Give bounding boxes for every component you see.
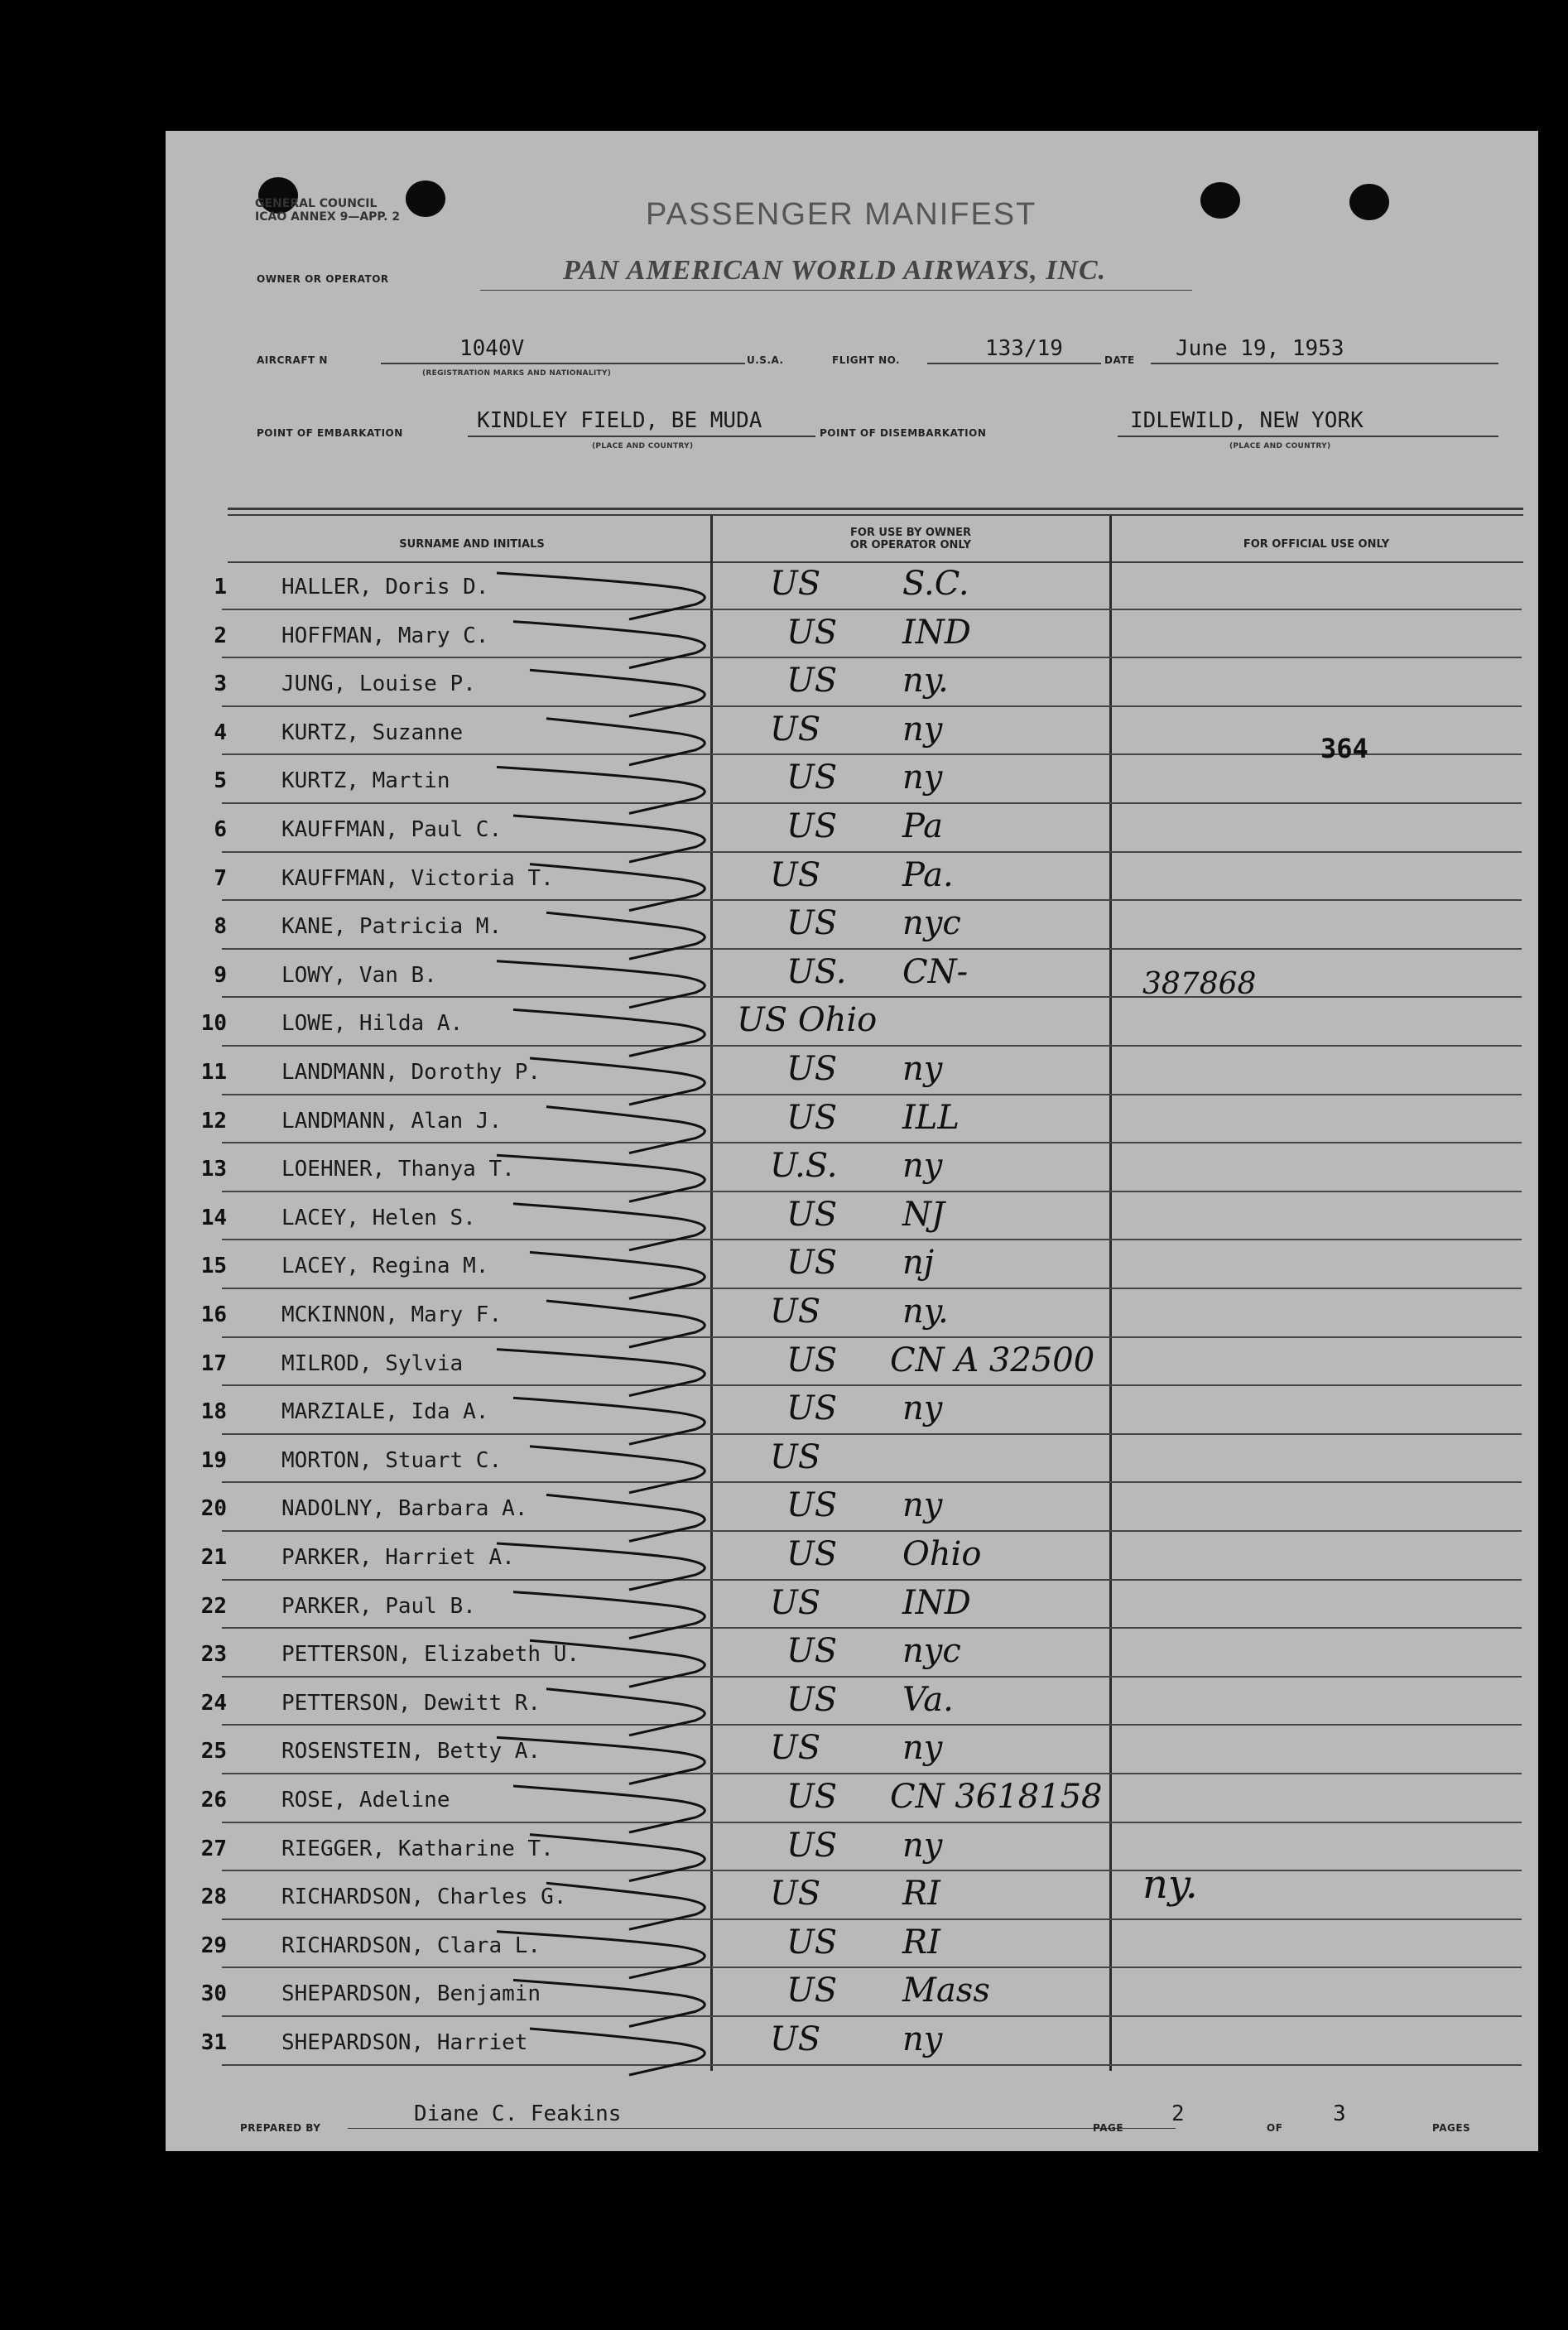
official-note-row9: 387868 — [1142, 967, 1257, 1001]
operator-name: PAN AMERICAN WORLD AIRWAYS, INC. — [563, 255, 1107, 286]
row-number: 24 — [200, 1690, 227, 1716]
passenger-name: PARKER, Harriet A. — [281, 1545, 515, 1570]
check-mark-stroke — [513, 1592, 705, 1639]
official-note-row28: ny. — [1142, 1861, 1198, 1908]
flight-date: June 19, 1953 — [1176, 336, 1344, 361]
handwritten-state: ny — [902, 1147, 943, 1186]
row-number: 16 — [200, 1302, 227, 1327]
handwriting-layer — [166, 131, 1538, 2151]
owner-label: OWNER OR OPERATOR — [257, 273, 389, 285]
row-number: 5 — [214, 768, 227, 794]
passenger-name: KURTZ, Martin — [281, 768, 450, 794]
embarkation-note: (PLACE AND COUNTRY) — [592, 442, 694, 450]
disembarkation-note: (PLACE AND COUNTRY) — [1229, 442, 1331, 450]
row-number: 19 — [200, 1447, 227, 1473]
handwritten-state: Pa — [902, 807, 943, 845]
handwritten-nationality: US — [786, 1923, 838, 1962]
form-code-line: ICAO ANNEX 9—APP. 2 — [255, 210, 401, 224]
check-mark-stroke — [497, 1350, 705, 1396]
handwritten-state: RI — [902, 1923, 940, 1962]
handwritten-nationality: US — [786, 1826, 838, 1865]
handwritten-nationality: US — [786, 1680, 838, 1719]
handwritten-nationality: U.S. — [770, 1147, 838, 1186]
aircraft-number: 1040V — [459, 336, 525, 361]
row-number: 4 — [214, 720, 227, 745]
form-code-line: GENERAL COUNCIL — [255, 197, 378, 210]
passenger-name: KAUFFMAN, Paul C. — [281, 817, 503, 842]
handwritten-nationality: US — [770, 710, 821, 749]
handwritten-nationality: US — [770, 1437, 821, 1476]
handwritten-nationality: US — [770, 1583, 821, 1622]
row-number: 2 — [214, 623, 227, 648]
handwritten-state: Pa. — [902, 855, 954, 894]
row-number: 8 — [214, 914, 227, 940]
passenger-name: SHEPARDSON, Harriet — [281, 2030, 528, 2055]
handwritten-state: ny — [902, 1486, 943, 1525]
passenger-name: KURTZ, Suzanne — [281, 720, 464, 745]
handwritten-nationality: US — [786, 1632, 838, 1671]
check-mark-stroke — [497, 1543, 705, 1590]
check-mark-stroke — [497, 1155, 705, 1201]
column-header-owner-line: OR OPERATOR ONLY — [849, 539, 972, 551]
row-number: 10 — [200, 1011, 227, 1037]
check-mark-stroke — [530, 1058, 705, 1105]
handwritten-nationality: US Ohio — [737, 1001, 878, 1040]
handwritten-state: CN 3618158 — [890, 1778, 1103, 1816]
passenger-name: LANDMANN, Alan J. — [281, 1108, 503, 1134]
row-number: 18 — [200, 1399, 227, 1425]
row-number: 17 — [200, 1350, 227, 1376]
check-mark-stroke — [497, 767, 705, 813]
check-mark-stroke — [513, 1398, 705, 1444]
column-header-owner-line: FOR USE BY OWNER — [849, 527, 972, 539]
page-total: 3 — [1333, 2101, 1346, 2126]
row-number: 6 — [214, 817, 227, 842]
passenger-name: LOWY, Van B. — [281, 962, 437, 988]
row-number: 15 — [200, 1254, 227, 1279]
handwritten-state: ny — [902, 1050, 943, 1088]
handwritten-nationality: US — [786, 1195, 838, 1234]
check-mark-stroke — [530, 1835, 705, 1881]
passenger-name: SHEPARDSON, Benjamin — [281, 1981, 541, 2007]
check-mark-stroke — [546, 719, 705, 765]
handwritten-nationality: US — [770, 565, 821, 603]
row-number: 30 — [200, 1981, 227, 2007]
disembarkation-place: IDLEWILD, NEW YORK — [1130, 408, 1364, 433]
handwritten-state: ILL — [902, 1098, 960, 1137]
handwritten-nationality: US — [786, 1486, 838, 1525]
passenger-name: ROSENSTEIN, Betty A. — [281, 1739, 541, 1764]
handwritten-nationality: US — [770, 855, 821, 894]
row-number: 7 — [214, 865, 227, 891]
handwritten-nationality: US — [786, 1535, 838, 1573]
handwritten-state: Mass — [902, 1971, 990, 2010]
check-mark-stroke — [530, 1252, 705, 1298]
registration-note: (REGISTRATION MARKS AND NATIONALITY) — [422, 369, 612, 378]
row-number: 25 — [200, 1739, 227, 1764]
handwritten-nationality: US. — [786, 952, 847, 991]
check-mark-stroke — [497, 1737, 705, 1784]
passenger-name: RICHARDSON, Charles G. — [281, 1885, 567, 1910]
handwritten-nationality: US — [786, 1098, 838, 1137]
check-mark-stroke — [513, 1786, 705, 1832]
row-number: 12 — [200, 1108, 227, 1134]
pages-label: PAGES — [1432, 2122, 1471, 2134]
passenger-name: JUNG, Louise P. — [281, 672, 476, 697]
check-mark-stroke — [546, 1883, 705, 1929]
handwritten-state: Va. — [902, 1680, 954, 1719]
handwritten-state: ny — [902, 1729, 943, 1768]
row-number: 14 — [200, 1205, 227, 1230]
prepared-by-name: Diane C. Feakins — [414, 2101, 622, 2126]
handwritten-state: ny — [902, 710, 943, 749]
check-mark-stroke — [513, 622, 705, 668]
handwritten-state: Ohio — [902, 1535, 982, 1573]
check-mark-stroke — [513, 1204, 705, 1250]
handwritten-state: NJ — [902, 1195, 945, 1234]
check-mark-stroke — [530, 670, 705, 716]
handwritten-state: IND — [902, 613, 971, 652]
row-number: 26 — [200, 1788, 227, 1812]
check-mark-stroke — [530, 1447, 705, 1493]
handwritten-nationality: US — [786, 1050, 838, 1088]
flight-label: FLIGHT NO. — [832, 354, 901, 366]
check-mark-stroke — [513, 816, 705, 862]
row-number: 23 — [200, 1642, 227, 1668]
check-mark-stroke — [530, 2029, 705, 2075]
passenger-name: NADOLNY, Barbara A. — [281, 1496, 528, 1522]
passenger-name: MARZIALE, Ida A. — [281, 1399, 489, 1425]
row-number: 29 — [200, 1933, 227, 1958]
passenger-name: LACEY, Regina M. — [281, 1254, 489, 1279]
passenger-name: RIEGGER, Katharine T. — [281, 1836, 554, 1861]
passenger-name: ROSE, Adeline — [281, 1788, 450, 1812]
column-header-name: SURNAME AND INITIALS — [399, 538, 545, 551]
handwritten-nationality: US — [786, 662, 838, 700]
passenger-name: LANDMANN, Dorothy P. — [281, 1060, 541, 1085]
passenger-name: HALLER, Doris D. — [281, 575, 489, 599]
handwritten-state: ny. — [902, 1293, 949, 1331]
passenger-name: PETTERSON, Dewitt R. — [281, 1690, 541, 1716]
page-label: PAGE — [1093, 2122, 1124, 2134]
check-mark-stroke — [513, 1980, 705, 2026]
row-number: 22 — [200, 1593, 227, 1619]
passenger-name: KAUFFMAN, Victoria T. — [281, 865, 554, 891]
handwritten-nationality: US — [770, 1729, 821, 1768]
handwritten-nationality: US — [786, 807, 838, 845]
handwritten-state: S.C. — [902, 565, 969, 603]
column-header-official: FOR OFFICIAL USE ONLY — [1243, 538, 1390, 551]
aircraft-label: AIRCRAFT N — [257, 354, 328, 366]
check-mark-stroke — [546, 1301, 705, 1347]
handwritten-state: ny. — [902, 662, 949, 700]
manifest-sheet — [166, 131, 1538, 2151]
handwritten-nationality: US — [770, 2020, 821, 2058]
handwritten-state: ny — [902, 758, 943, 797]
handwritten-state: RI — [902, 1875, 940, 1914]
passenger-name: RICHARDSON, Clara L. — [281, 1933, 541, 1958]
row-number: 28 — [200, 1885, 227, 1910]
passenger-name: MILROD, Sylvia — [281, 1350, 464, 1376]
official-stamp-number: 364 — [1320, 733, 1368, 764]
flight-number: 133/19 — [985, 336, 1063, 361]
handwritten-state: CN A 32500 — [890, 1341, 1095, 1379]
handwritten-state: nyc — [902, 1632, 961, 1671]
passenger-name: LOEHNER, Thanya T. — [281, 1157, 515, 1182]
passenger-name: HOFFMAN, Mary C. — [281, 623, 489, 648]
date-label: DATE — [1104, 354, 1135, 366]
check-mark-stroke — [546, 1495, 705, 1541]
handwritten-nationality: US — [786, 613, 838, 652]
disembarkation-label: POINT OF DISEMBARKATION — [820, 427, 987, 439]
handwritten-state: ny — [902, 2020, 943, 2058]
check-mark-stroke — [497, 1932, 705, 1978]
handwritten-state: ny — [902, 1826, 943, 1865]
row-number: 11 — [200, 1060, 227, 1085]
handwritten-state: nyc — [902, 904, 961, 943]
check-mark-stroke — [546, 912, 705, 959]
usa-mark: U.S.A. — [747, 354, 784, 366]
row-number: 31 — [200, 2030, 227, 2055]
handwritten-state: CN- — [902, 952, 969, 991]
row-number: 20 — [200, 1496, 227, 1522]
document-title: PASSENGER MANIFEST — [646, 197, 1037, 232]
handwritten-nationality: US — [786, 1341, 838, 1379]
check-mark-stroke — [546, 1689, 705, 1735]
prepared-by-label: PREPARED BY — [240, 2122, 321, 2134]
passenger-name: LACEY, Helen S. — [281, 1205, 476, 1230]
row-number: 27 — [200, 1836, 227, 1861]
passenger-name: MORTON, Stuart C. — [281, 1447, 503, 1473]
check-mark-stroke — [497, 961, 705, 1008]
handwritten-nationality: US — [786, 1778, 838, 1816]
row-number: 3 — [214, 672, 227, 697]
handwritten-nationality: US — [786, 1244, 838, 1283]
check-mark-stroke — [546, 1107, 705, 1153]
handwritten-state: IND — [902, 1583, 971, 1622]
row-number: 21 — [200, 1545, 227, 1570]
handwritten-nationality: US — [786, 904, 838, 943]
handwritten-nationality: US — [770, 1293, 821, 1331]
handwritten-nationality: US — [770, 1875, 821, 1914]
row-number: 9 — [214, 962, 227, 988]
row-number: 13 — [200, 1157, 227, 1182]
handwritten-nationality: US — [786, 758, 838, 797]
embarkation-label: POINT OF EMBARKATION — [257, 427, 403, 439]
check-mark-stroke — [530, 864, 705, 911]
passenger-name: KANE, Patricia M. — [281, 914, 503, 940]
passenger-name: PETTERSON, Elizabeth U. — [281, 1642, 580, 1668]
handwritten-state: ny — [902, 1389, 943, 1428]
check-mark-stroke — [513, 1009, 705, 1056]
check-mark-stroke — [497, 573, 705, 619]
passenger-name: PARKER, Paul B. — [281, 1593, 476, 1619]
page-number: 2 — [1171, 2101, 1185, 2126]
handwritten-nationality: US — [786, 1971, 838, 2010]
passenger-name: MCKINNON, Mary F. — [281, 1302, 503, 1327]
check-mark-stroke — [530, 1640, 705, 1687]
row-number: 1 — [214, 575, 227, 599]
handwritten-nationality: US — [786, 1389, 838, 1428]
passenger-name: LOWE, Hilda A. — [281, 1011, 464, 1037]
embarkation-place: KINDLEY FIELD, BE MUDA — [477, 408, 762, 433]
of-label: OF — [1267, 2122, 1283, 2134]
handwritten-state: nj — [902, 1244, 935, 1283]
